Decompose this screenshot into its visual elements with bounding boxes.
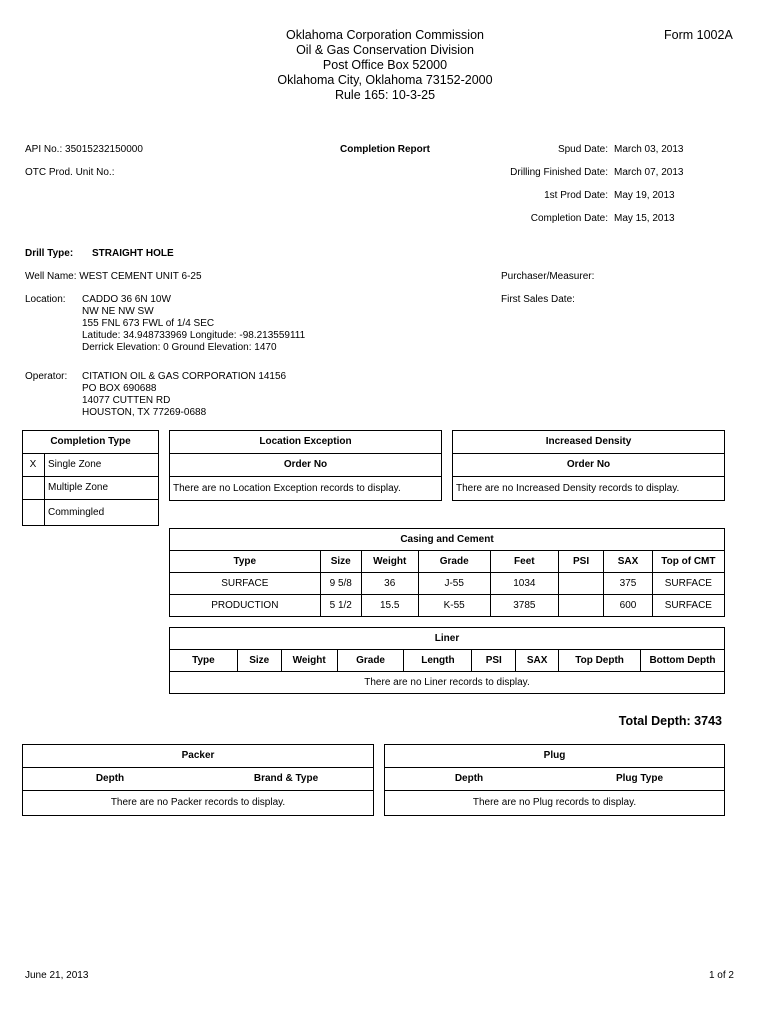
completion-type-title: Completion Type (50, 436, 131, 447)
footer-date: June 21, 2013 (25, 970, 89, 981)
completion-option: Multiple Zone (48, 482, 109, 493)
location-line: Derrick Elevation: 0 Ground Elevation: 1470 (82, 342, 277, 353)
casing-cell (558, 573, 603, 595)
liner-header: Top Depth (559, 650, 641, 672)
form-number: Form 1002A (664, 28, 733, 42)
liner-header: Grade (337, 650, 404, 672)
casing-header: Weight (361, 551, 418, 573)
api-number: API No.: 35015232150000 (25, 144, 143, 155)
completion-date-label: Completion Date: (530, 213, 608, 224)
casing-header: Type (170, 551, 321, 573)
casing-cell: 15.5 (361, 595, 418, 617)
first-prod-label: 1st Prod Date: (544, 190, 608, 201)
plug-title: Plug (543, 750, 566, 761)
packer-brand-header: Brand & Type (253, 773, 319, 784)
plug-type-header: Plug Type (615, 773, 664, 784)
casing-cell: SURFACE (170, 573, 321, 595)
liner-table (169, 627, 725, 694)
liner-header: Length (404, 650, 472, 672)
location-line: 155 FNL 673 FWL of 1/4 SEC (82, 318, 215, 329)
increased-density-order-header: Order No (566, 459, 611, 470)
table-row (170, 595, 725, 617)
completion-date-value: May 15, 2013 (614, 213, 675, 224)
liner-header: PSI (472, 650, 516, 672)
operator-block (82, 371, 286, 419)
casing-header: PSI (558, 551, 603, 573)
first-sales-date: First Sales Date: (501, 294, 575, 305)
casing-cell: 600 (604, 595, 652, 617)
location-line: CADDO 36 6N 10W (82, 294, 171, 305)
liner-header: Bottom Depth (641, 650, 725, 672)
casing-cement-table (169, 528, 725, 617)
drill-type-value: STRAIGHT HOLE (92, 248, 174, 259)
spud-date-value: March 03, 2013 (614, 144, 684, 155)
spud-date-label: Spud Date: (557, 144, 608, 155)
casing-header: SAX (604, 551, 652, 573)
casing-cell: J-55 (418, 573, 490, 595)
casing-cell (558, 595, 603, 617)
casing-cell: SURFACE (652, 573, 724, 595)
plug-empty: There are no Plug records to display. (472, 797, 637, 808)
location-line: Latitude: 34.948733969 Longitude: -98.213559111 (82, 330, 306, 341)
casing-cell: 1034 (490, 573, 558, 595)
operator-line: PO BOX 690688 (82, 383, 157, 394)
location-block (82, 294, 305, 354)
casing-header: Size (320, 551, 361, 573)
completion-mark (22, 476, 44, 499)
operator-line: CITATION OIL & GAS CORPORATION 14156 (82, 371, 287, 382)
header-line-1: Oklahoma Corporation Commission (286, 28, 484, 42)
increased-density-empty: There are no Increased Density records to display. (456, 482, 680, 494)
packer-depth-header: Depth (95, 773, 125, 784)
location-label: Location: (25, 294, 66, 305)
liner-header: SAX (516, 650, 559, 672)
completion-option: Commingled (48, 506, 105, 518)
liner-header: Type (170, 650, 238, 672)
casing-cell: 9 5/8 (320, 573, 361, 595)
location-exception-empty: There are no Location Exception records to display. (173, 482, 401, 494)
drill-type-label: Drill Type: (25, 248, 74, 259)
header-line-4: Oklahoma City, Oklahoma 73152-2000 (277, 73, 493, 87)
otc-prod-unit: OTC Prod. Unit No.: (25, 167, 115, 178)
liner-empty: There are no Liner records to display. (170, 672, 725, 694)
agency-header (0, 28, 770, 103)
casing-cell: 3785 (490, 595, 558, 617)
purchaser-measurer: Purchaser/Measurer: (501, 271, 595, 282)
casing-cell: SURFACE (652, 595, 724, 617)
casing-cell: 5 1/2 (320, 595, 361, 617)
first-prod-value: May 19, 2013 (614, 190, 675, 201)
packer-title: Packer (181, 750, 215, 761)
report-title: Completion Report (340, 144, 430, 155)
liner-title: Liner (170, 628, 725, 650)
plug-depth-header: Depth (454, 773, 484, 784)
casing-cell: 375 (604, 573, 652, 595)
increased-density-title: Increased Density (545, 436, 632, 447)
table-row (170, 573, 725, 595)
page-number: 1 of 2 (708, 970, 734, 981)
header-line-2: Oil & Gas Conservation Division (296, 43, 474, 57)
packer-empty: There are no Packer records to display. (110, 797, 286, 808)
drilling-finished-value: March 07, 2013 (614, 167, 684, 178)
header-line-5: Rule 165: 10-3-25 (334, 88, 436, 102)
total-depth: Total Depth: 3743 (618, 714, 722, 728)
completion-mark: X (29, 459, 37, 470)
location-exception-order-header: Order No (283, 459, 328, 470)
operator-label: Operator: (25, 371, 68, 382)
liner-header: Weight (281, 650, 337, 672)
well-name: Well Name: WEST CEMENT UNIT 6-25 (25, 271, 202, 282)
casing-title: Casing and Cement (170, 529, 725, 551)
completion-mark (22, 499, 44, 525)
casing-header: Grade (418, 551, 490, 573)
casing-cell: K-55 (418, 595, 490, 617)
liner-header: Size (237, 650, 281, 672)
casing-header: Top of CMT (652, 551, 724, 573)
drilling-finished-label: Drilling Finished Date: (510, 167, 608, 178)
operator-line: HOUSTON, TX 77269-0688 (82, 407, 207, 418)
location-line: NW NE NW SW (82, 306, 154, 317)
header-line-3: Post Office Box 52000 (322, 58, 448, 72)
casing-cell: 36 (361, 573, 418, 595)
location-exception-title: Location Exception (259, 436, 352, 447)
completion-option: Single Zone (48, 459, 102, 470)
operator-line: 14077 CUTTEN RD (82, 395, 171, 406)
casing-header: Feet (490, 551, 558, 573)
casing-cell: PRODUCTION (170, 595, 321, 617)
